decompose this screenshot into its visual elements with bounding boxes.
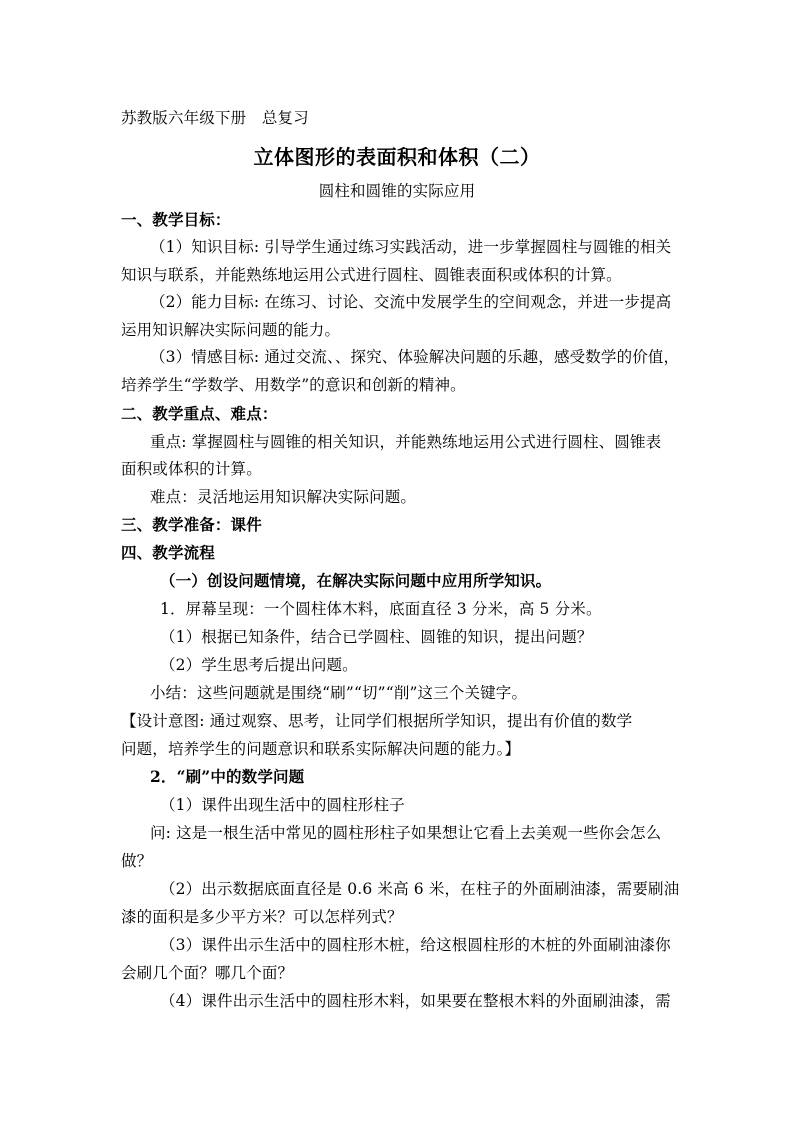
paragraph-line: 难点：灵活地运用知识解决实际问题。 <box>150 488 417 506</box>
page-title: 立体图形的表面积和体积（二） <box>253 145 541 169</box>
section-heading-process: 四、教学流程 <box>121 544 215 562</box>
paragraph-line: （3）课件出示生活中的圆柱形木桩，给这根圆柱形的木桩的外面刷油漆你 <box>160 936 671 954</box>
paragraph-line: （4）课件出示生活中的圆柱形木料，如果要在整根木料的外面刷油漆，需 <box>160 992 671 1010</box>
paragraph-line: （1）根据已知条件，结合已学圆柱、圆锥的知识，提出问题？ <box>160 628 593 646</box>
paragraph-line: 1．屏幕呈现：一个圆柱体木料，底面直径 3 分米，高 5 分米。 <box>160 600 602 618</box>
paragraph-line: 漆的面积是多少平方米？可以怎样列式？ <box>121 908 403 926</box>
paragraph-line: （2）学生思考后提出问题。 <box>160 656 358 674</box>
section-heading-key-points: 二、教学重点、难点： <box>121 405 278 423</box>
paragraph-line: 问: 这是一根生活中常见的圆柱形柱子如果想让它看上去美观一些你会怎么 <box>150 824 662 842</box>
paragraph-line: 会刷几个面？哪几个面？ <box>121 964 294 982</box>
paragraph-line: 运用知识解决实际问题的能力。 <box>121 321 341 339</box>
paragraph-line: （2）出示数据底面直径是 0.6 米高 6 米，在柱子的外面刷油漆，需要刷油 <box>160 880 680 898</box>
paragraph-line: 面积或体积的计算。 <box>121 460 262 478</box>
course-header: 苏教版六年级下册 总复习 <box>121 109 309 127</box>
paragraph-line: 知识与联系，并能熟练地运用公式进行圆柱、圆锥表面积或体积的计算。 <box>121 266 622 284</box>
paragraph-line: （1）课件出现生活中的圆柱形柱子 <box>160 796 405 814</box>
section-heading-goals: 一、教学目标： <box>121 211 231 229</box>
paragraph-line: （2）能力目标: 在练习、讨论、交流中发展学生的空间观念，并进一步提高 <box>150 293 672 311</box>
subsection-heading: 2．“刷”中的数学问题 <box>150 767 305 786</box>
paragraph-line: （1）知识目标: 引导学生通过练习实践活动，进一步掌握圆柱与圆锥的相关 <box>150 238 672 256</box>
design-intent-line: 问题，培养学生的问题意识和联系实际解决问题的能力。】 <box>121 740 521 758</box>
section-heading-preparation: 三、教学准备：课件 <box>121 516 262 534</box>
paragraph-line: 重点: 掌握圆柱与圆锥的相关知识，并能熟练地运用公式进行圆柱、圆锥表 <box>150 433 662 451</box>
page-subtitle: 圆柱和圆锥的实际应用 <box>318 182 476 200</box>
paragraph-line: 做？ <box>121 852 153 870</box>
design-intent-line: 【设计意图: 通过观察、思考，让同学们根据所学知识，提出有价值的数学 <box>121 712 633 730</box>
paragraph-line: （3）情感目标: 通过交流、、探究、体验解决问题的乐趣，感受数学的价值， <box>150 348 680 366</box>
paragraph-line: 小结：这些问题就是围绕“刷”“切”“削”这三个关键字。 <box>150 684 528 702</box>
paragraph-line: 培养学生“学数学、用数学”的意识和创新的精神。 <box>121 376 466 394</box>
subsection-heading: （一）创设问题情境，在解决实际问题中应用所学知识。 <box>160 571 552 590</box>
